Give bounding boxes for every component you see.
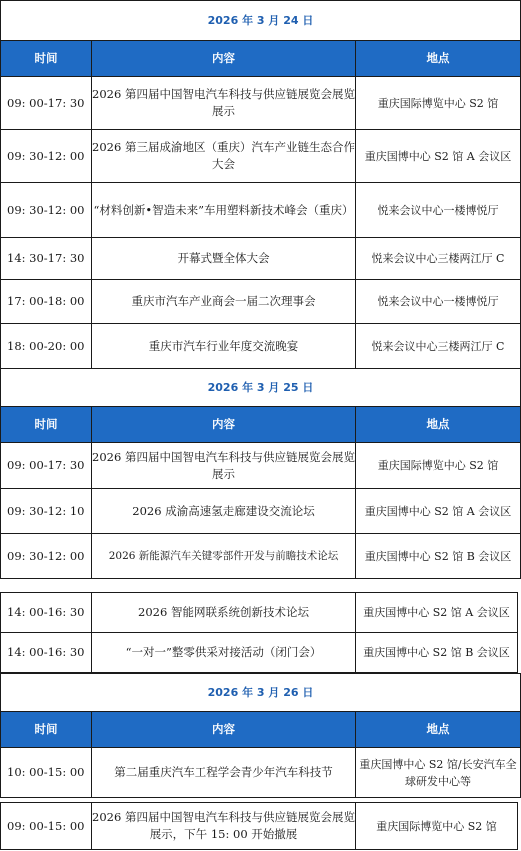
- row-content: 2026 第四届中国智电汽车科技与供应链展览会展览展示，下午 15: 00 开始撤展: [92, 803, 356, 850]
- row-location: 重庆国博中心 S2 馆 B 会议区: [356, 534, 521, 579]
- header-time: 时间: [1, 712, 92, 748]
- row-content: 2026 第四届中国智电汽车科技与供应链展览会展览展示: [92, 443, 356, 489]
- header-content: 内容: [92, 712, 356, 748]
- header-time: 时间: [1, 41, 92, 77]
- row-time: 09: 30-12: 00: [1, 183, 92, 238]
- table-row: [1, 593, 518, 633]
- row-location: 重庆国际博览中心 S2 馆: [356, 803, 518, 850]
- day3-continued-block: [0, 802, 518, 850]
- day3-date: 2026 年 3 月 26 日: [1, 674, 521, 712]
- day3-block: [0, 673, 521, 798]
- row-location: 重庆国博中心 S2 馆 A 会议区: [356, 489, 521, 534]
- header-location: 地点: [356, 407, 521, 443]
- row-content: 2026 新能源汽车关键零部件开发与前瞻技术论坛: [92, 534, 356, 579]
- table-row: [1, 183, 521, 238]
- row-content: “材料创新•智造未来”车用塑料新技术峰会（重庆）: [92, 183, 356, 238]
- row-time: 18: 00-20: 00: [1, 324, 92, 369]
- header-location: 地点: [356, 41, 521, 77]
- row-content: 重庆市汽车产业商会一届二次理事会: [92, 280, 356, 324]
- table-row: [1, 633, 518, 673]
- row-location: 重庆国际博览中心 S2 馆: [356, 443, 521, 489]
- day2-date: 2026 年 3 月 25 日: [1, 369, 521, 407]
- header-time: 时间: [1, 407, 92, 443]
- table-row: [1, 130, 521, 183]
- table-row: [1, 238, 521, 280]
- row-content: 2026 第四届中国智电汽车科技与供应链展览会展览展示: [92, 77, 356, 130]
- day1-block: [0, 0, 521, 369]
- day1-date: 2026 年 3 月 24 日: [1, 1, 521, 41]
- row-time: 09: 00-17: 30: [1, 77, 92, 130]
- day3-continued-table: [0, 802, 518, 850]
- row-content: 第二届重庆汽车工程学会青少年汽车科技节: [92, 748, 356, 798]
- table-row: [1, 443, 521, 489]
- row-time: 09: 00-15: 00: [1, 803, 92, 850]
- day2-table: [0, 368, 521, 579]
- row-content: 重庆市汽车行业年度交流晚宴: [92, 324, 356, 369]
- table-row: [1, 324, 521, 369]
- row-content: 开幕式暨全体大会: [92, 238, 356, 280]
- header-location: 地点: [356, 712, 521, 748]
- table-row: [1, 77, 521, 130]
- row-content: 2026 智能网联系统创新技术论坛: [92, 593, 356, 633]
- row-location: 重庆国博中心 S2 馆 B 会议区: [356, 633, 518, 673]
- header-content: 内容: [92, 41, 356, 77]
- row-content: 2026 成渝高速氢走廊建设交流论坛: [92, 489, 356, 534]
- row-time: 10: 00-15: 00: [1, 748, 92, 798]
- row-location: 重庆国际博览中心 S2 馆: [356, 77, 521, 130]
- row-time: 14: 00-16: 30: [1, 593, 92, 633]
- header-content: 内容: [92, 407, 356, 443]
- row-time: 14: 00-16: 30: [1, 633, 92, 673]
- day2-continued-block: [0, 592, 518, 673]
- row-location: 重庆国博中心 S2 馆 A 会议区: [356, 593, 518, 633]
- row-content: 2026 第三届成渝地区（重庆）汽车产业链生态合作大会: [92, 130, 356, 183]
- row-location: 重庆国博中心 S2 馆 A 会议区: [356, 130, 521, 183]
- row-time: 17: 00-18: 00: [1, 280, 92, 324]
- row-time: 09: 30-12: 00: [1, 130, 92, 183]
- row-time: 09: 30-12: 10: [1, 489, 92, 534]
- row-time: 14: 30-17: 30: [1, 238, 92, 280]
- day2-block: [0, 368, 521, 579]
- row-location: 悦来会议中心三楼两江厅 C: [356, 324, 521, 369]
- row-location: 悦来会议中心一楼博悦厅: [356, 183, 521, 238]
- table-row: [1, 748, 521, 798]
- table-row: [1, 534, 521, 579]
- row-time: 09: 30-12: 00: [1, 534, 92, 579]
- row-location: 悦来会议中心三楼两江厅 C: [356, 238, 521, 280]
- row-location: 重庆国博中心 S2 馆/长安汽车全球研发中心等: [356, 748, 521, 798]
- table-row: [1, 280, 521, 324]
- row-time: 09: 00-17: 30: [1, 443, 92, 489]
- day2-continued-table: [0, 592, 518, 673]
- day3-table: [0, 673, 521, 798]
- table-row: [1, 489, 521, 534]
- row-location: 悦来会议中心一楼博悦厅: [356, 280, 521, 324]
- table-row: [1, 803, 518, 850]
- row-content: “一对一”整零供采对接活动（闭门会）: [92, 633, 356, 673]
- day1-table: [0, 0, 521, 369]
